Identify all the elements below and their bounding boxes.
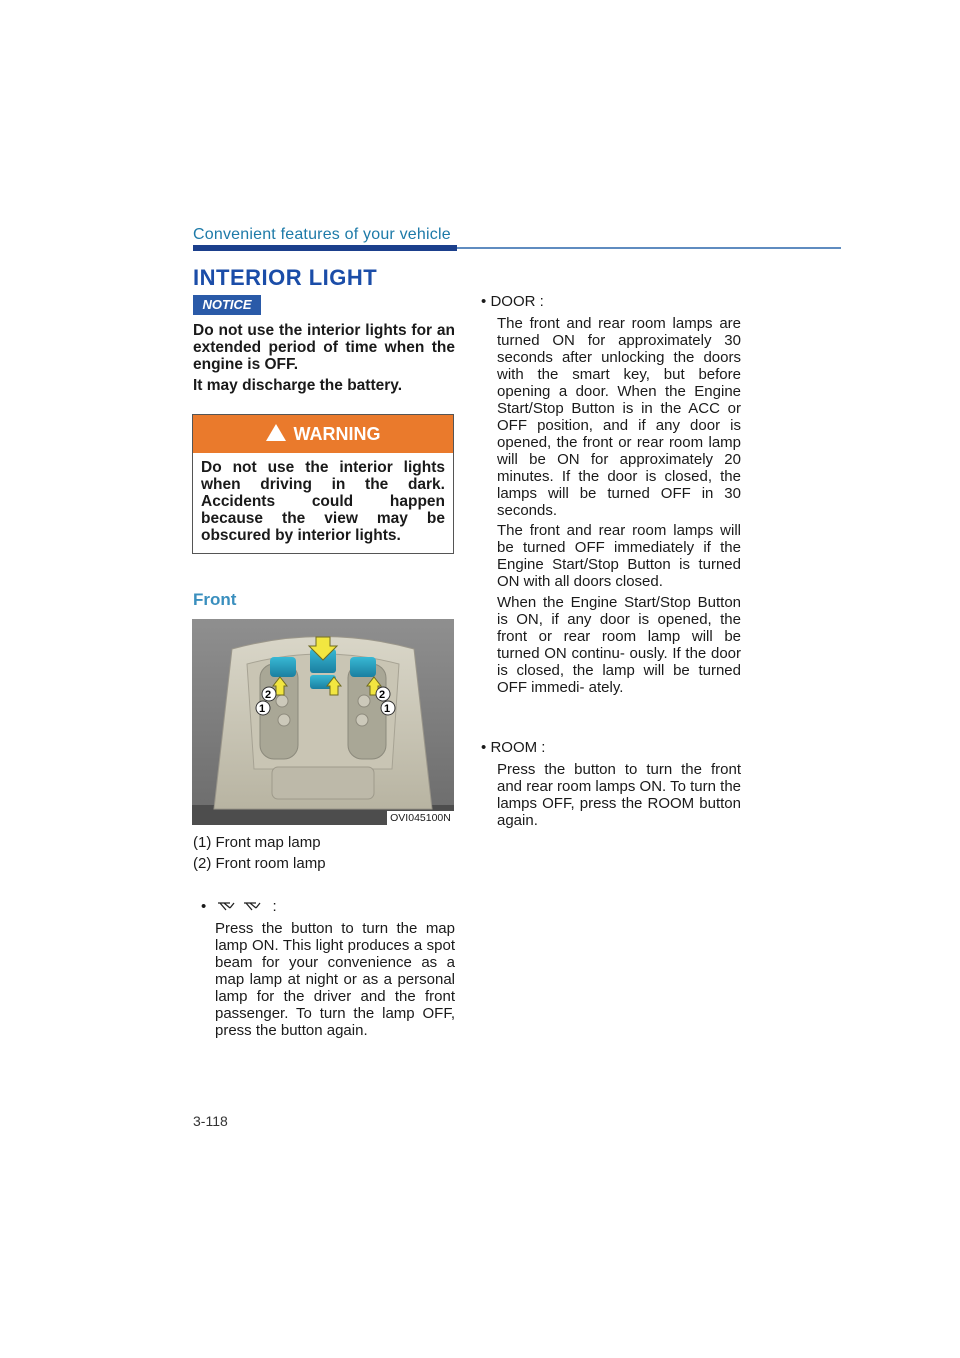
warning-label: WARNING — [293, 424, 381, 444]
room-bullet — [481, 739, 545, 756]
page-number: 3-118 — [193, 1113, 228, 1129]
caption-front-map-lamp: (1) Front map lamp — [193, 834, 321, 851]
header-rule-thick — [193, 245, 457, 251]
caption-front-room-lamp: (2) Front room lamp — [193, 855, 326, 872]
door-bullet — [481, 293, 544, 310]
room-label: ROOM : — [490, 739, 546, 756]
map-lamp-text: Press the button to turn the map lamp ON. This light produces a spot beam for your convenience as a map lamp at night or as a personal lamp for the driver and the front passenger. To turn the lamp OFF, press the button again. — [215, 920, 455, 1039]
map-lamp-bullet — [201, 898, 277, 915]
warning-box — [192, 414, 454, 554]
callout-labels — [192, 619, 454, 825]
warning-triangle-icon — [266, 424, 286, 441]
overhead-console-image — [192, 619, 454, 825]
notice-text-2: It may discharge the battery. — [193, 377, 403, 394]
door-paragraph-1: The front and rear room lamps are turned ON for approximately 30 seconds after unlocking the doors with the smart key, but before opening a door. When the Engine Start/Stop Button is in the ACC or OFF position, and if any door is opened, the front or rear room lamp will be ON for approximately 20 minutes. If the door is closed, the lamps will be turned OFF in 30 seconds. — [497, 315, 741, 519]
door-paragraph-2: The front and rear room lamps will be turned OFF immediately if the Engine Start/Stop Button is turned ON with all doors closed. — [497, 522, 741, 590]
map-lamp-colon: : — [272, 898, 277, 915]
section-title: INTERIOR LIGHT — [193, 265, 378, 290]
bullet-dot: • — [481, 293, 487, 310]
bullet-dot: • — [481, 739, 487, 756]
bullet-dot: • — [201, 898, 207, 915]
callout-1-right: 1 — [384, 703, 391, 715]
warning-header — [193, 415, 453, 453]
notice-badge: NOTICE — [193, 295, 261, 315]
subsection-title-front: Front — [193, 590, 237, 609]
door-paragraph-3: When the Engine Start/Stop Button is ON, if any door is opened, the front or rear room lamp will be turned ON continu- ously. If the door is closed, the lamp will be turned OFF immedi- ately. — [497, 594, 741, 696]
warning-text: Do not use the interior lights when driving in the dark. Accidents could happen because the view may be obscured by interior lights. — [201, 459, 445, 544]
callout-2-right: 2 — [379, 689, 386, 701]
header-rule-thin — [457, 247, 841, 249]
image-code: OVI045100N — [387, 811, 454, 825]
map-lamp-icon — [216, 899, 272, 913]
chapter-header: Convenient features of your vehicle — [193, 226, 451, 243]
callout-1-left: 1 — [259, 703, 266, 715]
callout-2-left: 2 — [265, 689, 272, 701]
notice-text-1: Do not use the interior lights for an extended period of time when the engine is OFF. — [193, 322, 455, 373]
door-label: DOOR : — [490, 293, 544, 310]
room-paragraph: Press the button to turn the front and rear room lamps ON. To turn the lamps OFF, press the ROOM button again. — [497, 761, 741, 829]
